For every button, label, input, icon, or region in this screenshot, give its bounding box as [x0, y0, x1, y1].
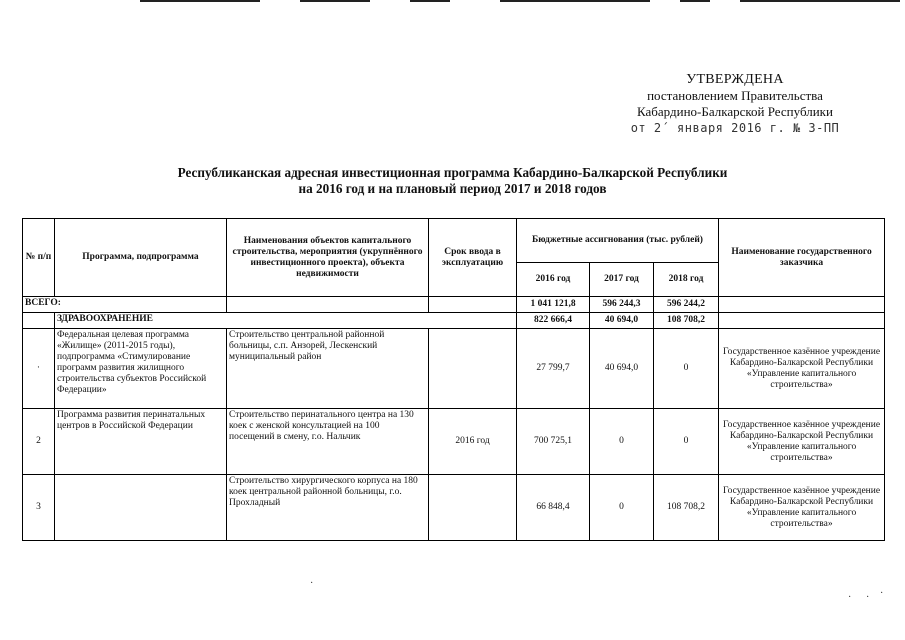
scan-speck: ·: [310, 578, 314, 589]
scan-speck: ·: [880, 588, 884, 599]
row-program: Программа развития перинатальных центров в Российской Федерации: [55, 409, 227, 475]
row-object: Строительство центральной районной больницы, с.п. Анзорей, Лескенский муниципальный район: [227, 329, 429, 409]
approval-heading: УТВЕРЖДЕНА: [686, 72, 784, 87]
row-number: 3: [23, 475, 55, 541]
total-object-empty: [227, 297, 429, 313]
row-2017: 0: [590, 409, 654, 475]
header-year-2017: 2017 год: [590, 263, 654, 297]
title-line-1: Республиканская адресная инвестиционная программа Кабардино-Балкарской Республики: [177, 165, 728, 180]
row-term: [429, 475, 517, 541]
table-row: [23, 409, 885, 475]
row-2017: 40 694,0: [590, 329, 654, 409]
section-row: [23, 313, 885, 329]
section-2017: 40 694,0: [590, 313, 654, 329]
row-2016: 66 848,4: [517, 475, 590, 541]
document-title: [0, 165, 905, 197]
header-program: Программа, подпрограмма: [55, 219, 227, 297]
header-object: Наименования объектов капитального строительства, мероприятия (укрупнённого инвестиционного проекта), объекта недвижимости: [227, 219, 429, 297]
section-label: ЗДРАВООХРАНЕНИЕ: [55, 313, 517, 329]
header-budget: Бюджетные ассигнования (тыс. рублей): [517, 219, 719, 263]
row-2018: 108 708,2: [654, 475, 719, 541]
scan-speck: ·: [848, 592, 852, 603]
investment-program-table: [22, 218, 885, 541]
header-term: Срок ввода в эксплуатацию: [429, 219, 517, 297]
row-2018: 0: [654, 409, 719, 475]
header-year-2016: 2016 год: [517, 263, 590, 297]
total-customer-empty: [719, 297, 885, 313]
row-number: ·: [23, 329, 55, 409]
table-row: [23, 475, 885, 541]
section-2016: 822 666,4: [517, 313, 590, 329]
row-term: 2016 год: [429, 409, 517, 475]
row-object: Строительство хирургического корпуса на 180 коек центральной районной больницы, г.о. Прохладный: [227, 475, 429, 541]
total-2018: 596 244,2: [654, 297, 719, 313]
row-term: [429, 329, 517, 409]
title-line-2: на 2016 год и на плановый период 2017 и 2018 годов: [298, 181, 607, 196]
total-2017: 596 244,3: [590, 297, 654, 313]
approval-stamp: [600, 72, 870, 136]
row-2016: 27 799,7: [517, 329, 590, 409]
scan-edge-artifact: [140, 0, 900, 3]
row-program: [55, 475, 227, 541]
row-customer: Государственное казённое учреждение Кабардино-Балкарской Республики «Управление капитального строительства»: [719, 329, 885, 409]
row-2017: 0: [590, 475, 654, 541]
total-term-empty: [429, 297, 517, 313]
total-label: ВСЕГО:: [23, 297, 227, 313]
total-row: [23, 297, 885, 313]
row-object: Строительство перинатального центра на 130 коек с женской консультацией на 100 посещений в смену, г.о. Нальчик: [227, 409, 429, 475]
row-2018: 0: [654, 329, 719, 409]
row-2016: 700 725,1: [517, 409, 590, 475]
row-program: Федеральная целевая программа «Жилище» (2011-2015 годы), подпрограмма «Стимулирование программ развития жилищного строительства субъектов Российской Федерации»: [55, 329, 227, 409]
row-customer: Государственное казённое учреждение Кабардино-Балкарской Республики «Управление капитального строительства»: [719, 475, 885, 541]
approval-date: от 2´ января 2016 г. № 3-ПП: [630, 121, 840, 135]
row-customer: Государственное казённое учреждение Кабардино-Балкарской Республики «Управление капитального строительства»: [719, 409, 885, 475]
section-number-empty: [23, 313, 55, 329]
approval-line-1: постановлением Правительства: [647, 88, 823, 103]
table-row: [23, 329, 885, 409]
section-customer-empty: [719, 313, 885, 329]
approval-line-2: Кабардино-Балкарской Республики: [637, 104, 833, 119]
section-2018: 108 708,2: [654, 313, 719, 329]
row-number: 2: [23, 409, 55, 475]
header-number: № п/п: [23, 219, 55, 297]
header-year-2018: 2018 год: [654, 263, 719, 297]
total-2016: 1 041 121,8: [517, 297, 590, 313]
header-customer: Наименование государственного заказчика: [719, 219, 885, 297]
scan-speck: ·: [866, 592, 870, 603]
